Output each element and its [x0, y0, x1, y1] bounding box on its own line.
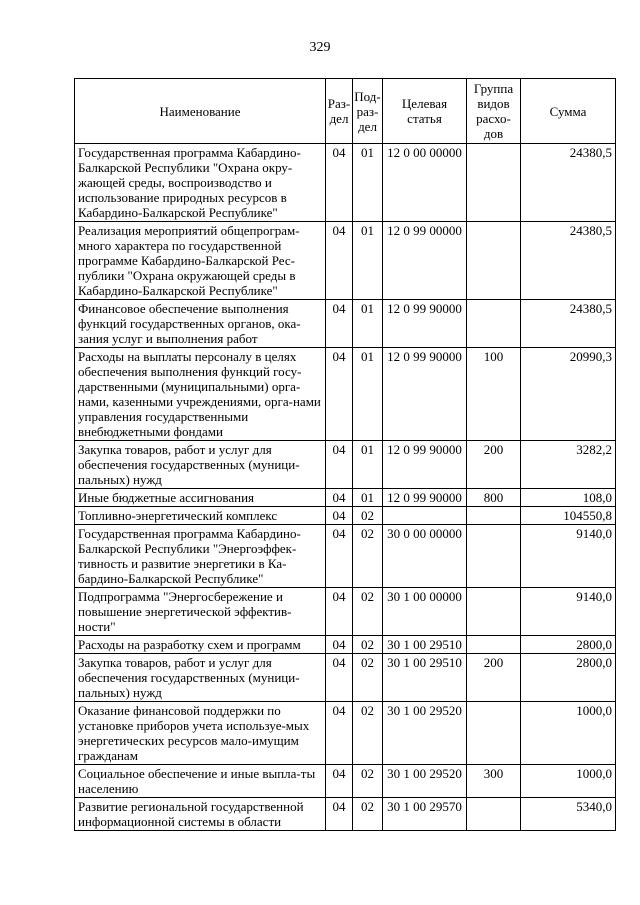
row-subsection-cell: 02: [353, 525, 383, 588]
header-section: Раз- дел: [326, 79, 353, 144]
row-section-cell: 04: [326, 588, 353, 636]
row-name-cell: Расходы на разработку схем и программ: [75, 636, 326, 654]
table-row: [75, 798, 616, 831]
row-section-cell: 04: [326, 507, 353, 525]
row-name-cell: Финансовое обеспечение выполнения функций государственных органов, ока-зания услуг и выполнения работ: [75, 300, 326, 348]
header-amount: Сумма: [521, 79, 616, 144]
row-name-cell: Топливно-энергетический комплекс: [75, 507, 326, 525]
row-name-cell: Закупка товаров, работ и услуг для обеспечения государственных (муници-пальных) нужд: [75, 441, 326, 489]
row-target-article-cell: 30 1 00 00000: [383, 588, 467, 636]
row-subsection-cell: 02: [353, 702, 383, 765]
row-name-cell: Оказание финансовой поддержки по установке приборов учета используе-мых энергетических ресурсов мало-имущим гражданам: [75, 702, 326, 765]
row-amount-cell: 5340,0: [521, 798, 616, 831]
row-target-article-cell: 30 1 00 29520: [383, 765, 467, 798]
row-expense-group-cell: 200: [467, 441, 521, 489]
header-expense-group: Группа видов расхо- дов: [467, 79, 521, 144]
row-expense-group-cell: [467, 798, 521, 831]
table-row: [75, 702, 616, 765]
row-target-article-cell: 12 0 99 90000: [383, 300, 467, 348]
row-section-cell: 04: [326, 348, 353, 441]
row-section-cell: 04: [326, 654, 353, 702]
row-amount-cell: 9140,0: [521, 525, 616, 588]
budget-table: [74, 78, 616, 831]
table-row: [75, 588, 616, 636]
row-section-cell: 04: [326, 798, 353, 831]
row-expense-group-cell: [467, 636, 521, 654]
row-name-cell: Реализация мероприятий общепрограм-много характера по государственной программе Кабардино-Балкарской Рес-публики "Охрана окружающей среды в Кабардино-Балкарской Республике": [75, 222, 326, 300]
row-target-article-cell: 30 1 00 29510: [383, 654, 467, 702]
row-subsection-cell: 01: [353, 441, 383, 489]
page-number: 329: [309, 40, 331, 55]
header-name: Наименование: [75, 79, 326, 144]
row-expense-group-cell: 300: [467, 765, 521, 798]
header-target-article: Целевая статья: [383, 79, 467, 144]
row-expense-group-cell: [467, 300, 521, 348]
row-subsection-cell: 02: [353, 636, 383, 654]
row-section-cell: 04: [326, 525, 353, 588]
row-name-cell: Расходы на выплаты персоналу в целях обеспечения выполнения функций госу-дарственными (муниципальными) орга-нами, казенными учреждениями, орга-нами управления государственными внебюджетными фондами: [75, 348, 326, 441]
row-expense-group-cell: [467, 222, 521, 300]
row-amount-cell: 9140,0: [521, 588, 616, 636]
row-amount-cell: 24380,5: [521, 300, 616, 348]
row-subsection-cell: 01: [353, 144, 383, 222]
row-section-cell: 04: [326, 222, 353, 300]
table-row: [75, 348, 616, 441]
row-subsection-cell: 01: [353, 300, 383, 348]
header-subsection: Под- раз- дел: [353, 79, 383, 144]
row-name-cell: Иные бюджетные ассигнования: [75, 489, 326, 507]
row-expense-group-cell: [467, 588, 521, 636]
row-amount-cell: 24380,5: [521, 222, 616, 300]
row-subsection-cell: 01: [353, 348, 383, 441]
table-row: [75, 654, 616, 702]
row-amount-cell: 1000,0: [521, 765, 616, 798]
row-amount-cell: 108,0: [521, 489, 616, 507]
row-section-cell: 04: [326, 765, 353, 798]
row-target-article-cell: 12 0 99 00000: [383, 222, 467, 300]
table-row: [75, 144, 616, 222]
row-amount-cell: 1000,0: [521, 702, 616, 765]
row-subsection-cell: 02: [353, 765, 383, 798]
row-amount-cell: 3282,2: [521, 441, 616, 489]
row-subsection-cell: 02: [353, 588, 383, 636]
row-name-cell: Закупка товаров, работ и услуг для обеспечения государственных (муници-пальных) нужд: [75, 654, 326, 702]
table-row: [75, 636, 616, 654]
row-amount-cell: 24380,5: [521, 144, 616, 222]
row-amount-cell: 2800,0: [521, 636, 616, 654]
row-target-article-cell: 12 0 00 00000: [383, 144, 467, 222]
row-expense-group-cell: [467, 525, 521, 588]
row-expense-group-cell: 800: [467, 489, 521, 507]
row-section-cell: 04: [326, 144, 353, 222]
table-row: [75, 441, 616, 489]
row-subsection-cell: 02: [353, 507, 383, 525]
row-expense-group-cell: [467, 702, 521, 765]
table-row: [75, 489, 616, 507]
row-section-cell: 04: [326, 300, 353, 348]
row-name-cell: Развитие региональной государственной информационной системы в области: [75, 798, 326, 831]
row-target-article-cell: 30 0 00 00000: [383, 525, 467, 588]
row-target-article-cell: 30 1 00 29520: [383, 702, 467, 765]
row-section-cell: 04: [326, 636, 353, 654]
row-name-cell: Подпрограмма "Энергосбережение и повышение энергетической эффектив-ности": [75, 588, 326, 636]
table-row: [75, 222, 616, 300]
row-target-article-cell: 12 0 99 90000: [383, 489, 467, 507]
row-name-cell: Социальное обеспечение и иные выпла-ты населению: [75, 765, 326, 798]
row-target-article-cell: 30 1 00 29570: [383, 798, 467, 831]
row-expense-group-cell: 200: [467, 654, 521, 702]
row-subsection-cell: 01: [353, 222, 383, 300]
table-row: [75, 300, 616, 348]
table-row: [75, 765, 616, 798]
row-subsection-cell: 02: [353, 654, 383, 702]
row-expense-group-cell: [467, 507, 521, 525]
row-section-cell: 04: [326, 441, 353, 489]
row-subsection-cell: 02: [353, 798, 383, 831]
row-section-cell: 04: [326, 702, 353, 765]
table-header-row: [75, 79, 616, 144]
row-subsection-cell: 01: [353, 489, 383, 507]
table-row: [75, 525, 616, 588]
row-amount-cell: 20990,3: [521, 348, 616, 441]
row-target-article-cell: 12 0 99 90000: [383, 348, 467, 441]
table-row: [75, 507, 616, 525]
row-amount-cell: 104550,8: [521, 507, 616, 525]
row-expense-group-cell: [467, 144, 521, 222]
row-expense-group-cell: 100: [467, 348, 521, 441]
row-target-article-cell: 30 1 00 29510: [383, 636, 467, 654]
row-amount-cell: 2800,0: [521, 654, 616, 702]
row-target-article-cell: 12 0 99 90000: [383, 441, 467, 489]
row-name-cell: Государственная программа Кабардино-Балкарской Республики "Охрана окру-жающей среды, воспроизводство и использование природных ресурсов в Кабардино-Балкарской Республике": [75, 144, 326, 222]
row-name-cell: Государственная программа Кабардино-Балкарской Республики "Энергоэффек-тивность и развитие энергетики в Ка-бардино-Балкарской Республике": [75, 525, 326, 588]
row-target-article-cell: [383, 507, 467, 525]
row-section-cell: 04: [326, 489, 353, 507]
